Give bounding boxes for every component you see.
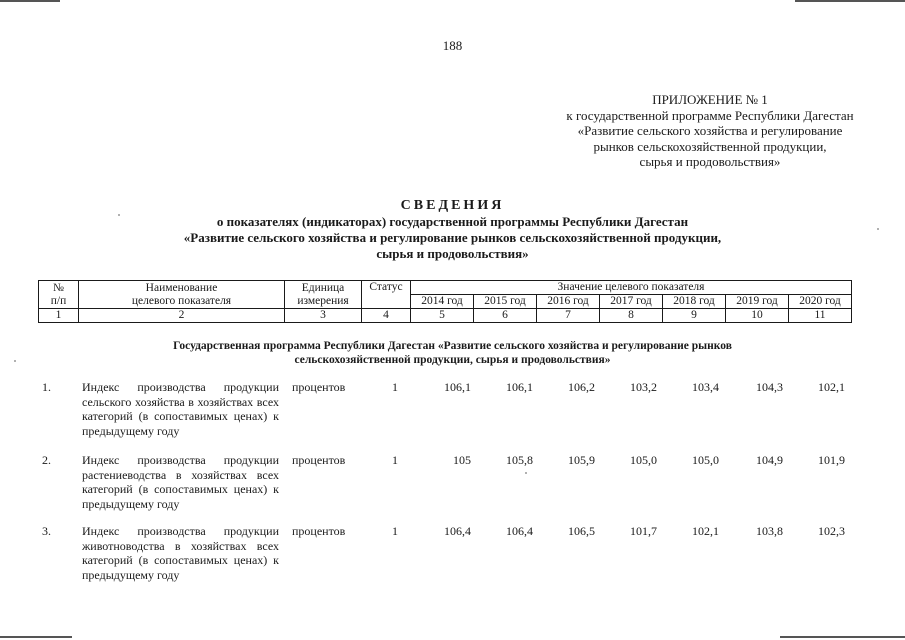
document-subtitle — [0, 214, 905, 262]
row-value: 106,1 — [444, 380, 471, 394]
row-value: 106,1 — [506, 380, 533, 394]
scan-edge-mark — [795, 0, 905, 2]
row-value: 103,8 — [756, 524, 783, 538]
column-number: 4 — [362, 309, 411, 323]
row-indicator-name: Индекс производства продукции растениеводства в хозяйствах всех категорий (в сопоставимых ценах) к предыдущему году — [82, 453, 279, 511]
section-title-line: сельскохозяйственной продукции, сырья и продовольствия» — [294, 353, 611, 366]
page-number: 188 — [442, 38, 463, 53]
row-value: 101,9 — [818, 453, 845, 467]
row-value: 106,4 — [444, 524, 471, 538]
row-unit: процентов — [292, 380, 346, 394]
indicators-table-header — [38, 280, 852, 323]
row-value: 106,4 — [506, 524, 533, 538]
header-year: 2020 год — [789, 295, 852, 309]
header-name-line1: Наименование — [145, 281, 218, 294]
column-number: 3 — [285, 309, 362, 323]
row-status: 1 — [392, 453, 398, 467]
header-status: Статус — [362, 281, 411, 309]
column-number: 1 — [39, 309, 79, 323]
row-value: 106,5 — [568, 524, 595, 538]
column-number: 9 — [663, 309, 726, 323]
row-number: 3. — [42, 524, 51, 538]
header-num-line2: п/п — [50, 294, 67, 307]
header-year: 2019 год — [726, 295, 789, 309]
row-unit: процентов — [292, 524, 346, 538]
row-value: 104,9 — [756, 453, 783, 467]
scan-edge-mark — [0, 636, 72, 638]
column-number: 8 — [600, 309, 663, 323]
appendix-line: к государственной программе Республики Дагестан — [566, 107, 854, 123]
header-name-line2: целевого показателя — [131, 294, 232, 307]
header-year: 2016 год — [537, 295, 600, 309]
row-value: 105,0 — [630, 453, 657, 467]
header-unit — [285, 281, 362, 309]
appendix-title: ПРИЛОЖЕНИЕ № 1 — [652, 92, 768, 107]
appendix-line: «Развитие сельского хозяйства и регулирование — [577, 123, 843, 138]
scan-edge-mark — [0, 0, 60, 2]
appendix-line: рынков сельскохозяйственной продукции, — [593, 138, 827, 154]
column-number: 10 — [726, 309, 789, 323]
row-value: 103,4 — [692, 380, 719, 394]
row-indicator-name: Индекс производства продукции животноводства в хозяйствах всех категорий (в сопоставимых ценах) к предыдущему году — [82, 524, 279, 582]
header-year: 2015 год — [474, 295, 537, 309]
row-value: 104,3 — [756, 380, 783, 394]
row-value: 101,7 — [630, 524, 657, 538]
row-value: 106,2 — [568, 380, 595, 394]
row-value: 103,2 — [630, 380, 657, 394]
row-indicator-name: Индекс производства продукции сельского хозяйства в хозяйствах всех категорий (в сопоставимых ценах) к предыдущему году — [82, 380, 279, 438]
row-unit: процентов — [292, 453, 346, 467]
column-number: 5 — [411, 309, 474, 323]
row-value: 102,1 — [818, 380, 845, 394]
appendix-block — [520, 92, 900, 170]
row-value: 102,3 — [818, 524, 845, 538]
scan-edge-mark — [780, 636, 905, 638]
column-number: 6 — [474, 309, 537, 323]
scan-speck — [525, 472, 527, 474]
row-value: 105,8 — [506, 453, 533, 467]
row-value: 102,1 — [692, 524, 719, 538]
row-number: 1. — [42, 380, 51, 394]
header-unit-line1: Единица — [301, 281, 345, 294]
header-unit-line2: измерения — [297, 294, 349, 307]
row-value: 105 — [453, 453, 471, 467]
subtitle-line: о показателях (индикаторах) государственной программы Республики Дагестан — [216, 214, 689, 229]
header-value-group: Значение целевого показателя — [411, 281, 852, 295]
section-title-line: Государственная программа Республики Дагестан «Развитие сельского хозяйства и регулирование рынков — [173, 340, 732, 352]
header-year: 2017 год — [600, 295, 663, 309]
row-status: 1 — [392, 380, 398, 394]
document-title: СВЕДЕНИЯ — [400, 198, 505, 213]
section-title — [0, 340, 905, 367]
column-number: 7 — [537, 309, 600, 323]
row-value: 105,9 — [568, 453, 595, 467]
row-value: 105,0 — [692, 453, 719, 467]
column-number: 11 — [789, 309, 852, 323]
header-num-line1: № — [53, 281, 64, 294]
header-name — [79, 281, 285, 309]
subtitle-line: сырья и продовольствия» — [376, 246, 529, 261]
row-number: 2. — [42, 453, 51, 467]
row-status: 1 — [392, 524, 398, 538]
subtitle-line: «Развитие сельского хозяйства и регулирование рынков сельскохозяйственной продукции, — [183, 230, 722, 245]
header-year: 2018 год — [663, 295, 726, 309]
appendix-line: сырья и продовольствия» — [639, 154, 781, 169]
header-year: 2014 год — [411, 295, 474, 309]
header-num — [39, 281, 79, 309]
column-number: 2 — [79, 309, 285, 323]
